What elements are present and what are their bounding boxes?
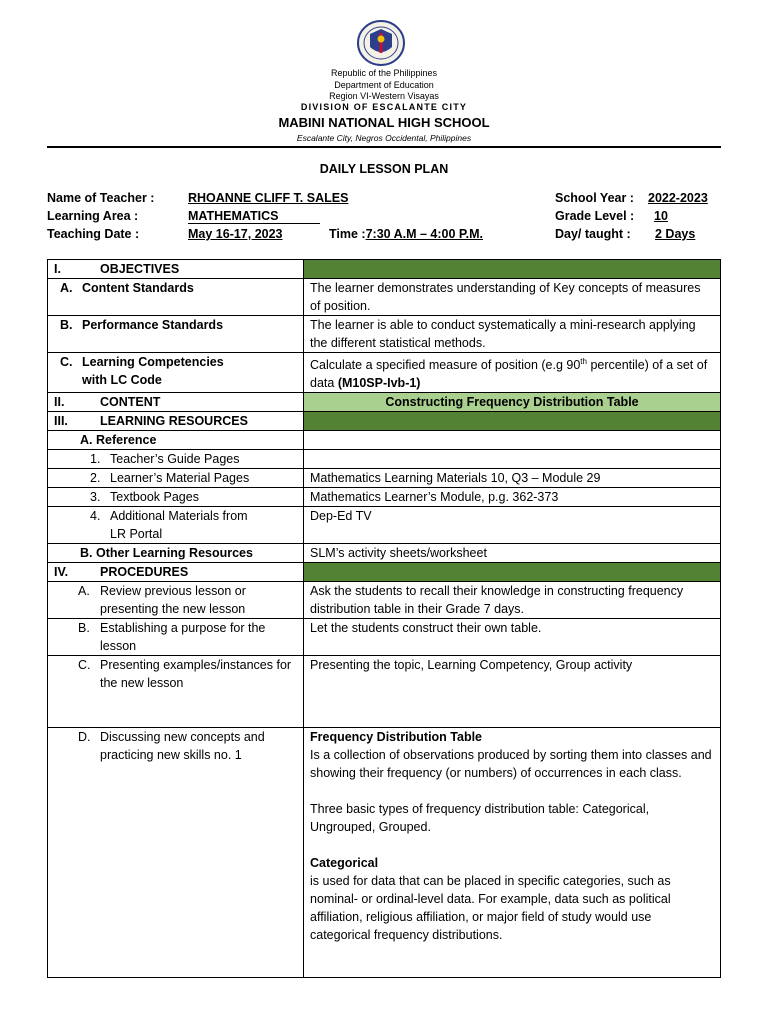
table-row bbox=[48, 316, 721, 353]
division-text: DIVISION OF ESCALANTE CITY bbox=[300, 102, 468, 112]
grade-value: 10 bbox=[654, 209, 668, 223]
days-value: 2 Days bbox=[655, 227, 696, 241]
table-row bbox=[48, 488, 721, 507]
teachers-guide-label: 1. Teacher’s Guide Pages bbox=[48, 450, 304, 469]
table-row bbox=[48, 393, 721, 412]
lesson-plan-table bbox=[47, 259, 721, 978]
other-resources-value: SLM’s activity sheets/worksheet bbox=[304, 544, 721, 563]
table-row bbox=[48, 563, 721, 582]
textbook-label: 3. Textbook Pages bbox=[48, 488, 304, 507]
textbook-value: Mathematics Learner’s Module, p.g. 362-373 bbox=[304, 488, 721, 507]
days-label: Day/ taught : bbox=[555, 227, 631, 241]
area-value: MATHEMATICS bbox=[188, 209, 320, 224]
section-fill bbox=[304, 260, 721, 279]
procedure-b-text: Let the students construct their own table. bbox=[304, 619, 721, 656]
competencies-label: C. Learning Competencies with LC Code bbox=[48, 353, 304, 393]
school-name: MABINI NATIONAL HIGH SCHOOL bbox=[278, 115, 490, 130]
section-resources bbox=[48, 412, 304, 431]
definition-paragraph: Is a collection of observations produced by sorting them into classes and showing their frequency (or numbers) of occurrences in each class. bbox=[310, 748, 712, 781]
section-number: IV. bbox=[54, 565, 69, 580]
time-field bbox=[329, 227, 483, 241]
time-label: Time : bbox=[329, 227, 366, 241]
republic-text: Republic of the Philippines bbox=[330, 68, 438, 78]
section-title: PROCEDURES bbox=[100, 565, 189, 580]
procedure-c-text: Presenting the topic, Learning Competency, Group activity bbox=[304, 656, 721, 728]
section-number: II. bbox=[54, 395, 65, 410]
sy-label: School Year : bbox=[555, 191, 634, 205]
types-paragraph: Three basic types of frequency distribution table: Categorical, Ungrouped, Grouped. bbox=[310, 802, 650, 835]
procedure-d-text bbox=[304, 728, 721, 978]
header-divider bbox=[47, 146, 721, 148]
teacher-value: RHOANNE CLIFF T. SALES bbox=[188, 191, 349, 205]
table-row bbox=[48, 656, 721, 728]
school-address: Escalante City, Negros Occidental, Philippines bbox=[296, 133, 472, 143]
table-row bbox=[48, 582, 721, 619]
section-fill bbox=[304, 412, 721, 431]
table-row bbox=[48, 431, 721, 450]
section-fill bbox=[304, 563, 721, 582]
table-row bbox=[48, 728, 721, 978]
sy-value: 2022-2023 bbox=[648, 191, 708, 205]
table-row bbox=[48, 507, 721, 544]
grade-label: Grade Level : bbox=[555, 209, 635, 223]
additional-materials-value: Dep-Ed TV bbox=[304, 507, 721, 544]
other-resources-label: B. Other Learning Resources bbox=[48, 544, 304, 563]
procedure-b-label: B. Establishing a purpose for the lesson bbox=[48, 619, 304, 656]
date-value: May 16-17, 2023 bbox=[188, 227, 283, 241]
region-text: Region VI-Western Visayas bbox=[329, 91, 439, 101]
reference-value bbox=[304, 431, 721, 450]
section-number: I. bbox=[54, 262, 61, 276]
competencies-text: Calculate a specified measure of position (e.g 90th percentile) of a set of data (M10SP-Ivb-1) bbox=[304, 353, 721, 393]
performance-standards-label: B. Performance Standards bbox=[48, 316, 304, 353]
deped-seal-icon bbox=[346, 20, 416, 66]
section-content bbox=[48, 393, 304, 412]
table-row bbox=[48, 260, 721, 279]
section-procedures bbox=[48, 563, 304, 582]
table-row bbox=[48, 450, 721, 469]
table-row bbox=[48, 469, 721, 488]
procedure-c-label: C. Presenting examples/instances for the new lesson bbox=[48, 656, 304, 728]
table-row bbox=[48, 353, 721, 393]
content-standards-label: A. Content Standards bbox=[48, 279, 304, 316]
teachers-guide-value bbox=[304, 450, 721, 469]
section-title: CONTENT bbox=[100, 395, 161, 410]
table-row bbox=[48, 619, 721, 656]
procedure-d-label: D. Discussing new concepts and practicing new skills no. 1 bbox=[48, 728, 304, 978]
categorical-paragraph: is used for data that can be placed in specific categories, such as nominal- or ordinal-level data. For example, data such as political affiliation, religious affiliation, or major field of study would use categorical frequency distributions. bbox=[310, 874, 671, 943]
department-text: Department of Education bbox=[334, 79, 434, 90]
learners-material-value: Mathematics Learning Materials 10, Q3 – Module 29 bbox=[304, 469, 721, 488]
categorical-heading: Categorical bbox=[310, 856, 379, 871]
section-title: LEARNING RESOURCES bbox=[100, 414, 248, 429]
agency-header bbox=[0, 68, 768, 103]
date-label: Teaching Date : bbox=[47, 227, 140, 241]
table-row bbox=[48, 279, 721, 316]
content-topic: Constructing Frequency Distribution Table bbox=[304, 393, 721, 412]
lc-code: (M10SP-Ivb-1) bbox=[337, 376, 421, 391]
procedure-a-text: Ask the students to recall their knowledge in constructing frequency distribution table in their Grade 7 days. bbox=[304, 582, 721, 619]
time-value: 7:30 A.M – 4:00 P.M. bbox=[365, 227, 484, 241]
performance-standards-text: The learner is able to conduct systematically a mini-research applying the different statistical methods. bbox=[304, 316, 721, 353]
teacher-label: Name of Teacher : bbox=[47, 191, 155, 205]
section-title: OBJECTIVES bbox=[100, 262, 180, 276]
frequency-table-heading: Frequency Distribution Table bbox=[310, 730, 483, 745]
reference-label: A. Reference bbox=[48, 431, 304, 450]
document-title: DAILY LESSON PLAN bbox=[319, 162, 449, 176]
area-label: Learning Area : bbox=[47, 209, 139, 223]
procedure-a-label: A. Review previous lesson or presenting the new lesson bbox=[48, 582, 304, 619]
section-number: III. bbox=[54, 414, 68, 429]
table-row bbox=[48, 544, 721, 563]
content-standards-text: The learner demonstrates understanding of Key concepts of measures of position. bbox=[304, 279, 721, 316]
table-row bbox=[48, 412, 721, 431]
section-objectives bbox=[48, 260, 304, 279]
additional-materials-label: 4. Additional Materials from LR Portal bbox=[48, 507, 304, 544]
learners-material-label: 2. Learner’s Material Pages bbox=[48, 469, 304, 488]
